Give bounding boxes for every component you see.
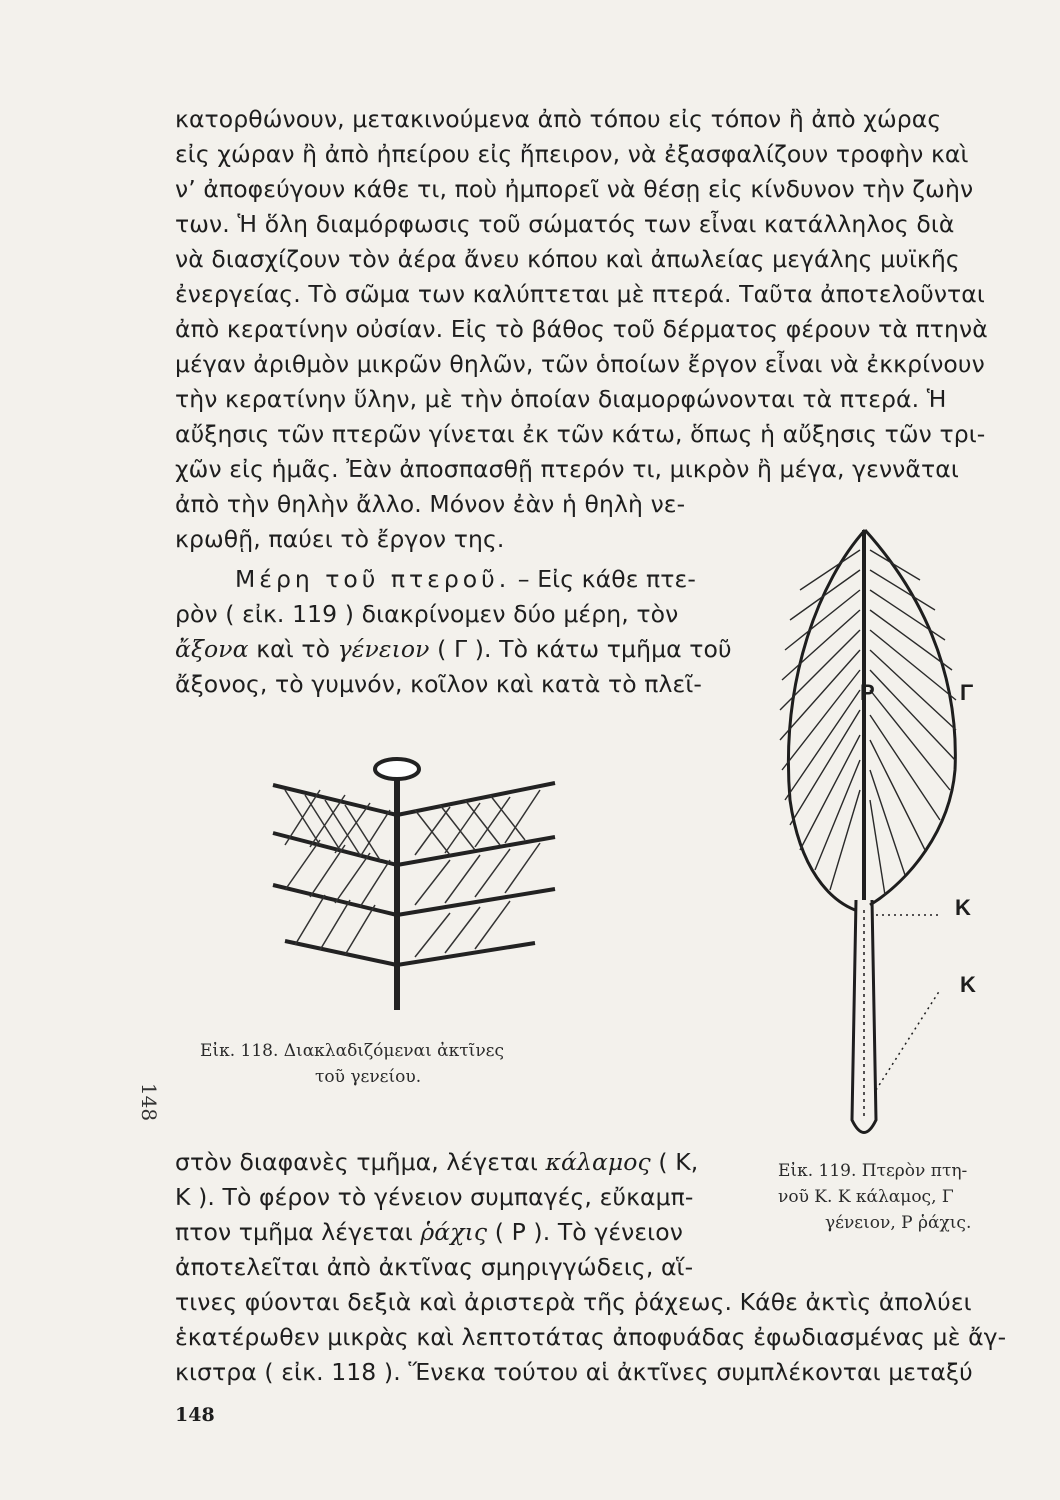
label-rachis: Ρ [860, 680, 875, 705]
text-line-12: ἀπὸ τὴν θηλὴν ἄλλο. Μόνον ἐὰν ἡ θηλὴ νε- [175, 490, 686, 518]
text-line-15: ρὸν ( εἰκ. 119 ) διακρίνομεν δύο μέρη, τὸν [175, 600, 679, 628]
section-heading: Μέρη τοῦ πτεροῦ. [235, 565, 511, 593]
label-kalamos-1: Κ [955, 895, 971, 920]
term-rachis: ῥάχις [420, 1218, 488, 1246]
text-line-11: χῶν εἰς ἡμᾶς. Ἐὰν ἀποσπασθῇ πτερόν τι, μικρὸν ἢ μέγα, γεννᾶται [175, 455, 959, 483]
figure-119-illustration [760, 520, 990, 1160]
term-geneion: γένειον [337, 635, 430, 663]
text-line-18 [175, 1145, 698, 1179]
text-fragment: ( Κ, [650, 1148, 699, 1176]
text-fragment: καὶ τὸ [248, 635, 338, 663]
figure-119-caption-line-1: Εἰκ. 119. Πτερὸν πτη- [778, 1161, 968, 1181]
section-heading-rest: – Εἰς κάθε πτε- [510, 565, 696, 593]
text-line-10: αὔξησις τῶν πτερῶν γίνεται ἐκ τῶν κάτω, ὅπως ἡ αὔξησις τῶν τρι- [175, 420, 986, 448]
figure-118-caption-line-1: Εἰκ. 118. Διακλαδιζόμεναι ἀκτῖνες [200, 1041, 504, 1061]
text-fragment: ( Ρ ). Τὸ γένειον [487, 1218, 683, 1246]
text-line-6: ἐνεργείας. Τὸ σῶμα των καλύπτεται μὲ πτερά. Ταῦτα ἀποτελοῦνται [175, 280, 985, 308]
text-line-23: ἑκατέρωθεν μικρὰς καὶ λεπτοτάτας ἀποφυάδας ἐφωδιασμένας μὲ ἄγ- [175, 1323, 1007, 1351]
text-line-22: τινες φύονται δεξιὰ καὶ ἀριστερὰ τῆς ῥάχεως. Κάθε ἀκτὶς ἀπολύει [175, 1288, 972, 1316]
text-fragment: πτον τμῆμα λέγεται [175, 1218, 421, 1246]
page-number: 148 [175, 1404, 215, 1426]
figure-118-illustration [265, 745, 575, 1015]
term-kalamos: κάλαμος [545, 1148, 651, 1176]
text-line-24: κιστρα ( εἰκ. 118 ). Ἕνεκα τούτου αἱ ἀκτῖνες συμπλέκονται μεταξύ [175, 1358, 973, 1386]
figure-119-caption-line-2: νοῦ Κ. Κ κάλαμος, Γ [778, 1187, 954, 1207]
text-line-7: ἀπὸ κερατίνην οὐσίαν. Εἰς τὸ βάθος τοῦ δέρματος φέρουν τὰ πτηνὰ [175, 315, 988, 343]
text-line-16 [175, 632, 732, 666]
text-fragment: στὸν διαφανὲς τμῆμα, λέγεται [175, 1148, 546, 1176]
label-kalamos-2: Κ [960, 972, 976, 997]
section-heading-line [235, 562, 696, 596]
text-fragment: ( Γ ). Τὸ κάτω τμῆμα τοῦ [429, 635, 732, 663]
text-line-3: ν’ ἀποφεύγουν κάθε τι, ποὺ ἠμπορεῖ νὰ θέσῃ εἰς κίνδυνον τὴν ζωὴν [175, 175, 974, 203]
text-line-19: Κ ). Τὸ φέρον τὸ γένειον συμπαγές, εὔκαμπ- [175, 1183, 694, 1211]
text-line-1: κατορθώνουν, μετακινούμενα ἀπὸ τόπου εἰς τόπον ἢ ἀπὸ χώρας [175, 105, 942, 133]
text-line-13: κρωθῇ, παύει τὸ ἔργον της. [175, 525, 505, 553]
label-geneion: Γ [960, 680, 974, 705]
text-line-8: μέγαν ἀριθμὸν μικρῶν θηλῶν, τῶν ὁποίων ἔργον εἶναι νὰ ἐκκρίνουν [175, 350, 985, 378]
text-line-2: εἰς χώραν ἢ ἀπὸ ἠπείρου εἰς ἤπειρον, νὰ ἐξασφαλίζουν τροφὴν καὶ [175, 140, 969, 168]
text-line-20 [175, 1215, 683, 1249]
text-line-5: νὰ διασχίζουν τὸν ἀέρα ἄνευ κόπου καὶ ἀπωλείας μεγάλης μυϊκῆς [175, 245, 960, 273]
figure-118-caption-line-2: τοῦ γενείου. [315, 1067, 422, 1087]
term-axon: ἄξονα [175, 635, 249, 663]
text-line-9: τὴν κερατίνην ὕλην, μὲ τὴν ὁποίαν διαμορφώνονται τὰ πτερά. Ἡ [175, 385, 947, 413]
margin-page-note: 148 [137, 1082, 162, 1122]
figure-119-caption-line-3: γένειον, Ρ ῥάχις. [825, 1213, 972, 1233]
text-line-17: ἄξονος, τὸ γυμνόν, κοῖλον καὶ κατὰ τὸ πλεῖ- [175, 670, 702, 698]
text-line-21: ἀποτελεῖται ἀπὸ ἀκτῖνας σμηριγγώδεις, αἵ- [175, 1253, 694, 1281]
text-line-4: των. Ἡ ὅλη διαμόρφωσις τοῦ σώματός των εἶναι κατάλληλος διὰ [175, 210, 955, 238]
